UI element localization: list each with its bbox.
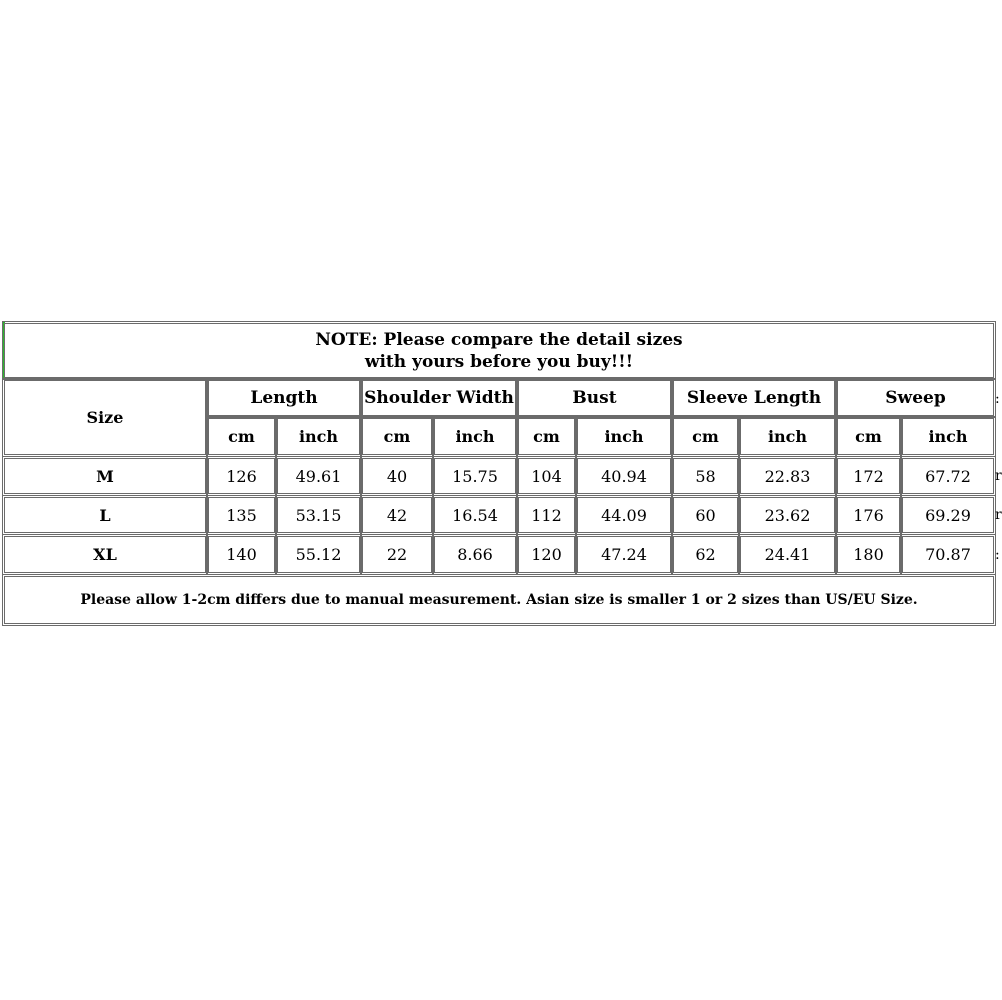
- table-cell: [362, 497, 432, 533]
- size-label: L: [99, 505, 111, 525]
- table-cell: [837, 536, 900, 573]
- cell-value: 22.83: [764, 466, 811, 486]
- table-cell: [362, 458, 432, 494]
- table-cell: [518, 497, 575, 533]
- unit-label: cm: [855, 427, 882, 446]
- unit-label: inch: [298, 427, 339, 446]
- table-cell: [434, 458, 516, 494]
- cell-value: 55.12: [295, 545, 342, 564]
- disclaimer-text: Please allow 1-2cm differs due to manual measurement. Asian size is smaller 1 or 2 sizes than US/EU Size.: [80, 592, 918, 608]
- cell-value: 44.09: [601, 505, 647, 525]
- cell-value: 42: [386, 505, 408, 525]
- cell-value: 8.66: [457, 545, 493, 564]
- group-header-sleeve-length: [673, 380, 835, 416]
- group-header-bust: [518, 380, 671, 416]
- table-cell: [208, 497, 275, 533]
- table-cell: [740, 497, 835, 533]
- group-label: Shoulder Width: [364, 388, 514, 408]
- table-cell: [740, 458, 835, 494]
- table-cell: [518, 458, 575, 494]
- group-header-shoulder-width: [362, 380, 516, 416]
- unit-label: inch: [604, 427, 644, 446]
- group-label: Bust: [572, 388, 617, 408]
- size-cell-m: [4, 458, 206, 494]
- table-cell: [362, 536, 432, 573]
- table-cell: [208, 536, 275, 573]
- cell-value: 22: [386, 545, 408, 564]
- cell-value: 140: [226, 545, 257, 564]
- table-cell: [577, 536, 671, 573]
- size-cell-xl: [4, 536, 206, 573]
- cell-value: 60: [695, 505, 716, 525]
- unit-header-cm: [673, 418, 738, 455]
- table-cell: [902, 458, 994, 494]
- cell-value: 70.87: [925, 545, 971, 564]
- cell-value: 69.29: [925, 505, 971, 525]
- cell-value: 62: [695, 545, 716, 564]
- unit-header-inch: [902, 418, 994, 455]
- table-cell: [277, 536, 360, 573]
- measurement-disclaimer: [4, 576, 994, 624]
- table-cell: [740, 536, 835, 573]
- table-cell: [673, 497, 738, 533]
- group-label: Length: [250, 388, 318, 408]
- cell-value: 53.15: [295, 505, 342, 525]
- unit-header-inch: [740, 418, 835, 455]
- table-cell: [837, 497, 900, 533]
- cell-value: 49.61: [295, 466, 342, 486]
- table-cell: [518, 536, 575, 573]
- cell-value: 126: [226, 466, 257, 486]
- cell-value: 104: [531, 466, 562, 486]
- note-line-1: NOTE: Please compare the detail sizes: [315, 329, 683, 350]
- unit-header-cm: [518, 418, 575, 455]
- note-banner: [4, 323, 994, 378]
- unit-label: cm: [383, 427, 411, 446]
- unit-header-inch: [277, 418, 360, 455]
- cell-value: 58: [695, 466, 716, 486]
- table-cell: [434, 536, 516, 573]
- cell-value: 40.94: [601, 466, 647, 486]
- group-header-sweep: [837, 380, 994, 416]
- table-cell: [902, 497, 994, 533]
- cropped-edge-mark: :: [995, 547, 1000, 563]
- table-cell: [577, 458, 671, 494]
- cell-value: 40: [386, 466, 408, 486]
- table-cell: [837, 458, 900, 494]
- unit-header-cm: [208, 418, 275, 455]
- table-cell: [673, 458, 738, 494]
- table-cell: [434, 497, 516, 533]
- cell-value: 180: [853, 545, 884, 564]
- table-cell: [673, 536, 738, 573]
- cell-value: 112: [531, 505, 562, 525]
- cell-value: 120: [531, 545, 562, 564]
- unit-header-inch: [577, 418, 671, 455]
- size-cell-l: [4, 497, 206, 533]
- unit-header-cm: [362, 418, 432, 455]
- cell-value: 135: [226, 505, 257, 525]
- table-cell: [577, 497, 671, 533]
- note-line-2: with yours before you buy!!!: [364, 351, 634, 372]
- cell-value: 67.72: [925, 466, 971, 486]
- table-cell: [277, 497, 360, 533]
- group-label: Sleeve Length: [686, 388, 822, 408]
- size-label: M: [96, 466, 114, 486]
- table-cell: [277, 458, 360, 494]
- unit-header-cm: [837, 418, 900, 455]
- cell-value: 15.75: [452, 466, 498, 486]
- cell-value: 23.62: [764, 505, 811, 525]
- cell-value: 176: [853, 505, 884, 525]
- unit-label: cm: [533, 427, 560, 446]
- unit-label: inch: [928, 427, 968, 446]
- size-label: XL: [93, 545, 117, 564]
- group-label: Sweep: [885, 388, 946, 408]
- cropped-edge-mark: r: [995, 507, 1002, 523]
- cropped-edge-mark: r: [995, 468, 1002, 484]
- unit-label: inch: [767, 427, 808, 446]
- cell-value: 172: [853, 466, 884, 486]
- size-header-label: Size: [86, 408, 124, 427]
- cell-value: 47.24: [601, 545, 647, 564]
- unit-label: cm: [228, 427, 255, 446]
- unit-label: cm: [692, 427, 719, 446]
- cell-value: 24.41: [764, 545, 811, 564]
- unit-label: inch: [455, 427, 495, 446]
- table-cell: [208, 458, 275, 494]
- unit-header-inch: [434, 418, 516, 455]
- table-cell: [902, 536, 994, 573]
- size-column-header: [4, 380, 206, 455]
- group-header-length: [208, 380, 360, 416]
- cropped-edge-mark: :: [995, 391, 1000, 407]
- cell-value: 16.54: [452, 505, 498, 525]
